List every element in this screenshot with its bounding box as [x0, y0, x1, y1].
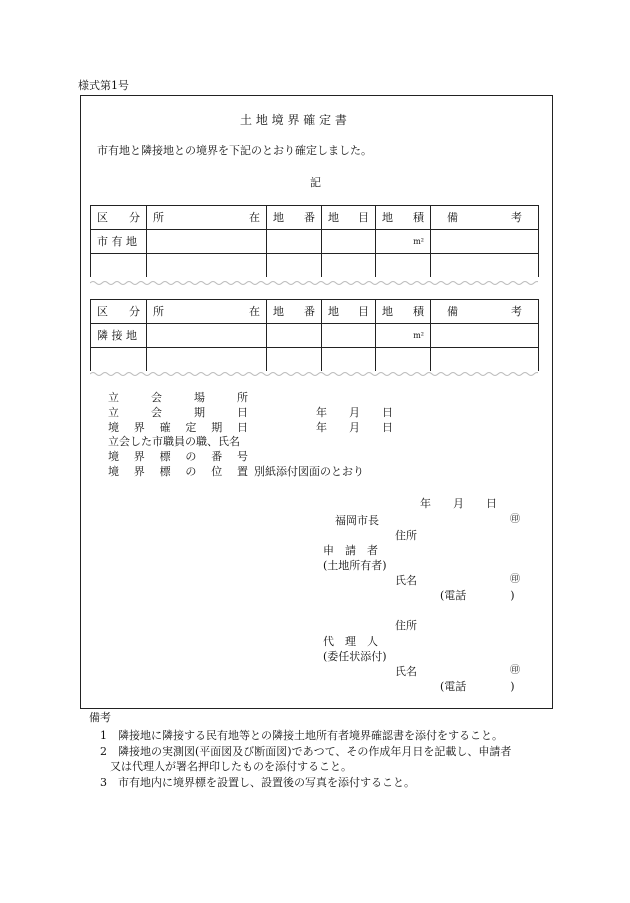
detail-value: 別紙添付図面のとおり [254, 464, 364, 478]
detail-row [108, 465, 393, 480]
header-kubun: 区 分 [91, 300, 147, 324]
application-date: 年 月 日 [420, 497, 497, 510]
city-land-table [90, 205, 539, 277]
detail-label: 立会した市職員の職、氏名 [108, 435, 240, 449]
applicant-phone: (電話 ) [440, 589, 515, 602]
torn-edge-1 [90, 279, 538, 287]
note-item [100, 744, 511, 760]
note-number: 2 [100, 744, 107, 758]
applicant-address-label: 住所 [395, 529, 417, 542]
detail-value: 年 月 日 [316, 405, 393, 419]
note-text: 隣接地の実測図(平面図及び断面図)であつて、その作成年月日を記載し、申請者 [118, 744, 512, 758]
detail-row [108, 450, 393, 465]
row-label-city: 市 有 地 [91, 230, 147, 254]
header-chimoku: 地 目 [322, 300, 376, 324]
agent-address-label: 住所 [395, 619, 417, 632]
agent-label: 代 理 人 [323, 635, 378, 648]
note-text: 又は代理人が署名押印したものを添付すること。 [110, 760, 352, 773]
table-row [91, 230, 539, 254]
agent-note: (委任状添付) [323, 650, 387, 663]
table-row [91, 324, 539, 348]
cell-chiban [267, 324, 322, 348]
applicant-seal: ㊞ [510, 574, 520, 585]
table-row [91, 348, 539, 372]
form-title: 土 地 境 界 確 定 書 [240, 113, 347, 127]
intro-text: 市有地と隣接地との境界を下記のとおり確定しました。 [97, 144, 372, 157]
applicant-label: 申 請 者 [323, 544, 378, 557]
cell-biko [431, 324, 539, 348]
header-chiseki: 地 積 [376, 206, 431, 230]
cell-chimoku [322, 230, 376, 254]
header-chiban: 地 番 [267, 206, 322, 230]
notes-list [100, 728, 511, 790]
header-kubun: 区 分 [91, 206, 147, 230]
detail-label: 境 界 標 の 番 号 [108, 450, 248, 464]
detail-label: 立 会 期 日 [108, 405, 248, 419]
detail-row [108, 435, 393, 450]
cell-biko [431, 230, 539, 254]
note-number: 1 [100, 729, 107, 742]
table-header-row [91, 206, 539, 230]
note-text: 市有地内に境界標を設置し、設置後の写真を添付すること。 [118, 775, 415, 789]
mayor-seal: ㊞ [510, 514, 520, 525]
detail-value: 年 月 日 [316, 420, 393, 434]
detail-row [108, 421, 393, 436]
cell-shozai [147, 230, 267, 254]
table-row [91, 254, 539, 278]
table-header-row [91, 300, 539, 324]
agent-phone: (電話 ) [440, 680, 515, 693]
mayor-name: 福岡市長 [335, 514, 379, 527]
cell-chiseki: m² [376, 230, 431, 254]
detail-row [108, 406, 393, 421]
header-biko: 備 考 [431, 206, 539, 230]
details-section [108, 391, 393, 480]
note-item [100, 728, 511, 744]
header-chiban: 地 番 [267, 300, 322, 324]
row-label-adjacent: 隣 接 地 [91, 324, 147, 348]
header-chimoku: 地 目 [322, 206, 376, 230]
header-biko: 備 考 [431, 300, 539, 324]
ki-label: 記 [310, 176, 321, 189]
note-item [100, 759, 511, 775]
torn-edge-2 [90, 370, 538, 378]
detail-label: 境 界 確 定 期 日 [108, 420, 248, 434]
detail-label: 立 会 場 所 [108, 391, 248, 404]
header-shozai: 所 在 [147, 206, 267, 230]
cell-shozai [147, 324, 267, 348]
agent-name-label: 氏名 [395, 665, 417, 678]
detail-label: 境 界 標 の 位 置 [108, 464, 248, 478]
applicant-name-label: 氏名 [395, 574, 417, 587]
agent-seal: ㊞ [510, 665, 520, 676]
notes-title: 備考 [89, 711, 111, 724]
form-number: 様式第1号 [78, 79, 129, 92]
cell-chiseki: m² [376, 324, 431, 348]
detail-row [108, 391, 393, 406]
note-item [100, 775, 511, 791]
applicant-note: (土地所有者) [323, 559, 387, 572]
adjacent-land-table [90, 299, 539, 371]
note-text: 隣接地に隣接する民有地等との隣接土地所有者境界確認書を添付をすること。 [118, 729, 503, 742]
header-chiseki: 地 積 [376, 300, 431, 324]
cell-chiban [267, 230, 322, 254]
note-number: 3 [100, 775, 107, 789]
cell-chimoku [322, 324, 376, 348]
header-shozai: 所 在 [147, 300, 267, 324]
